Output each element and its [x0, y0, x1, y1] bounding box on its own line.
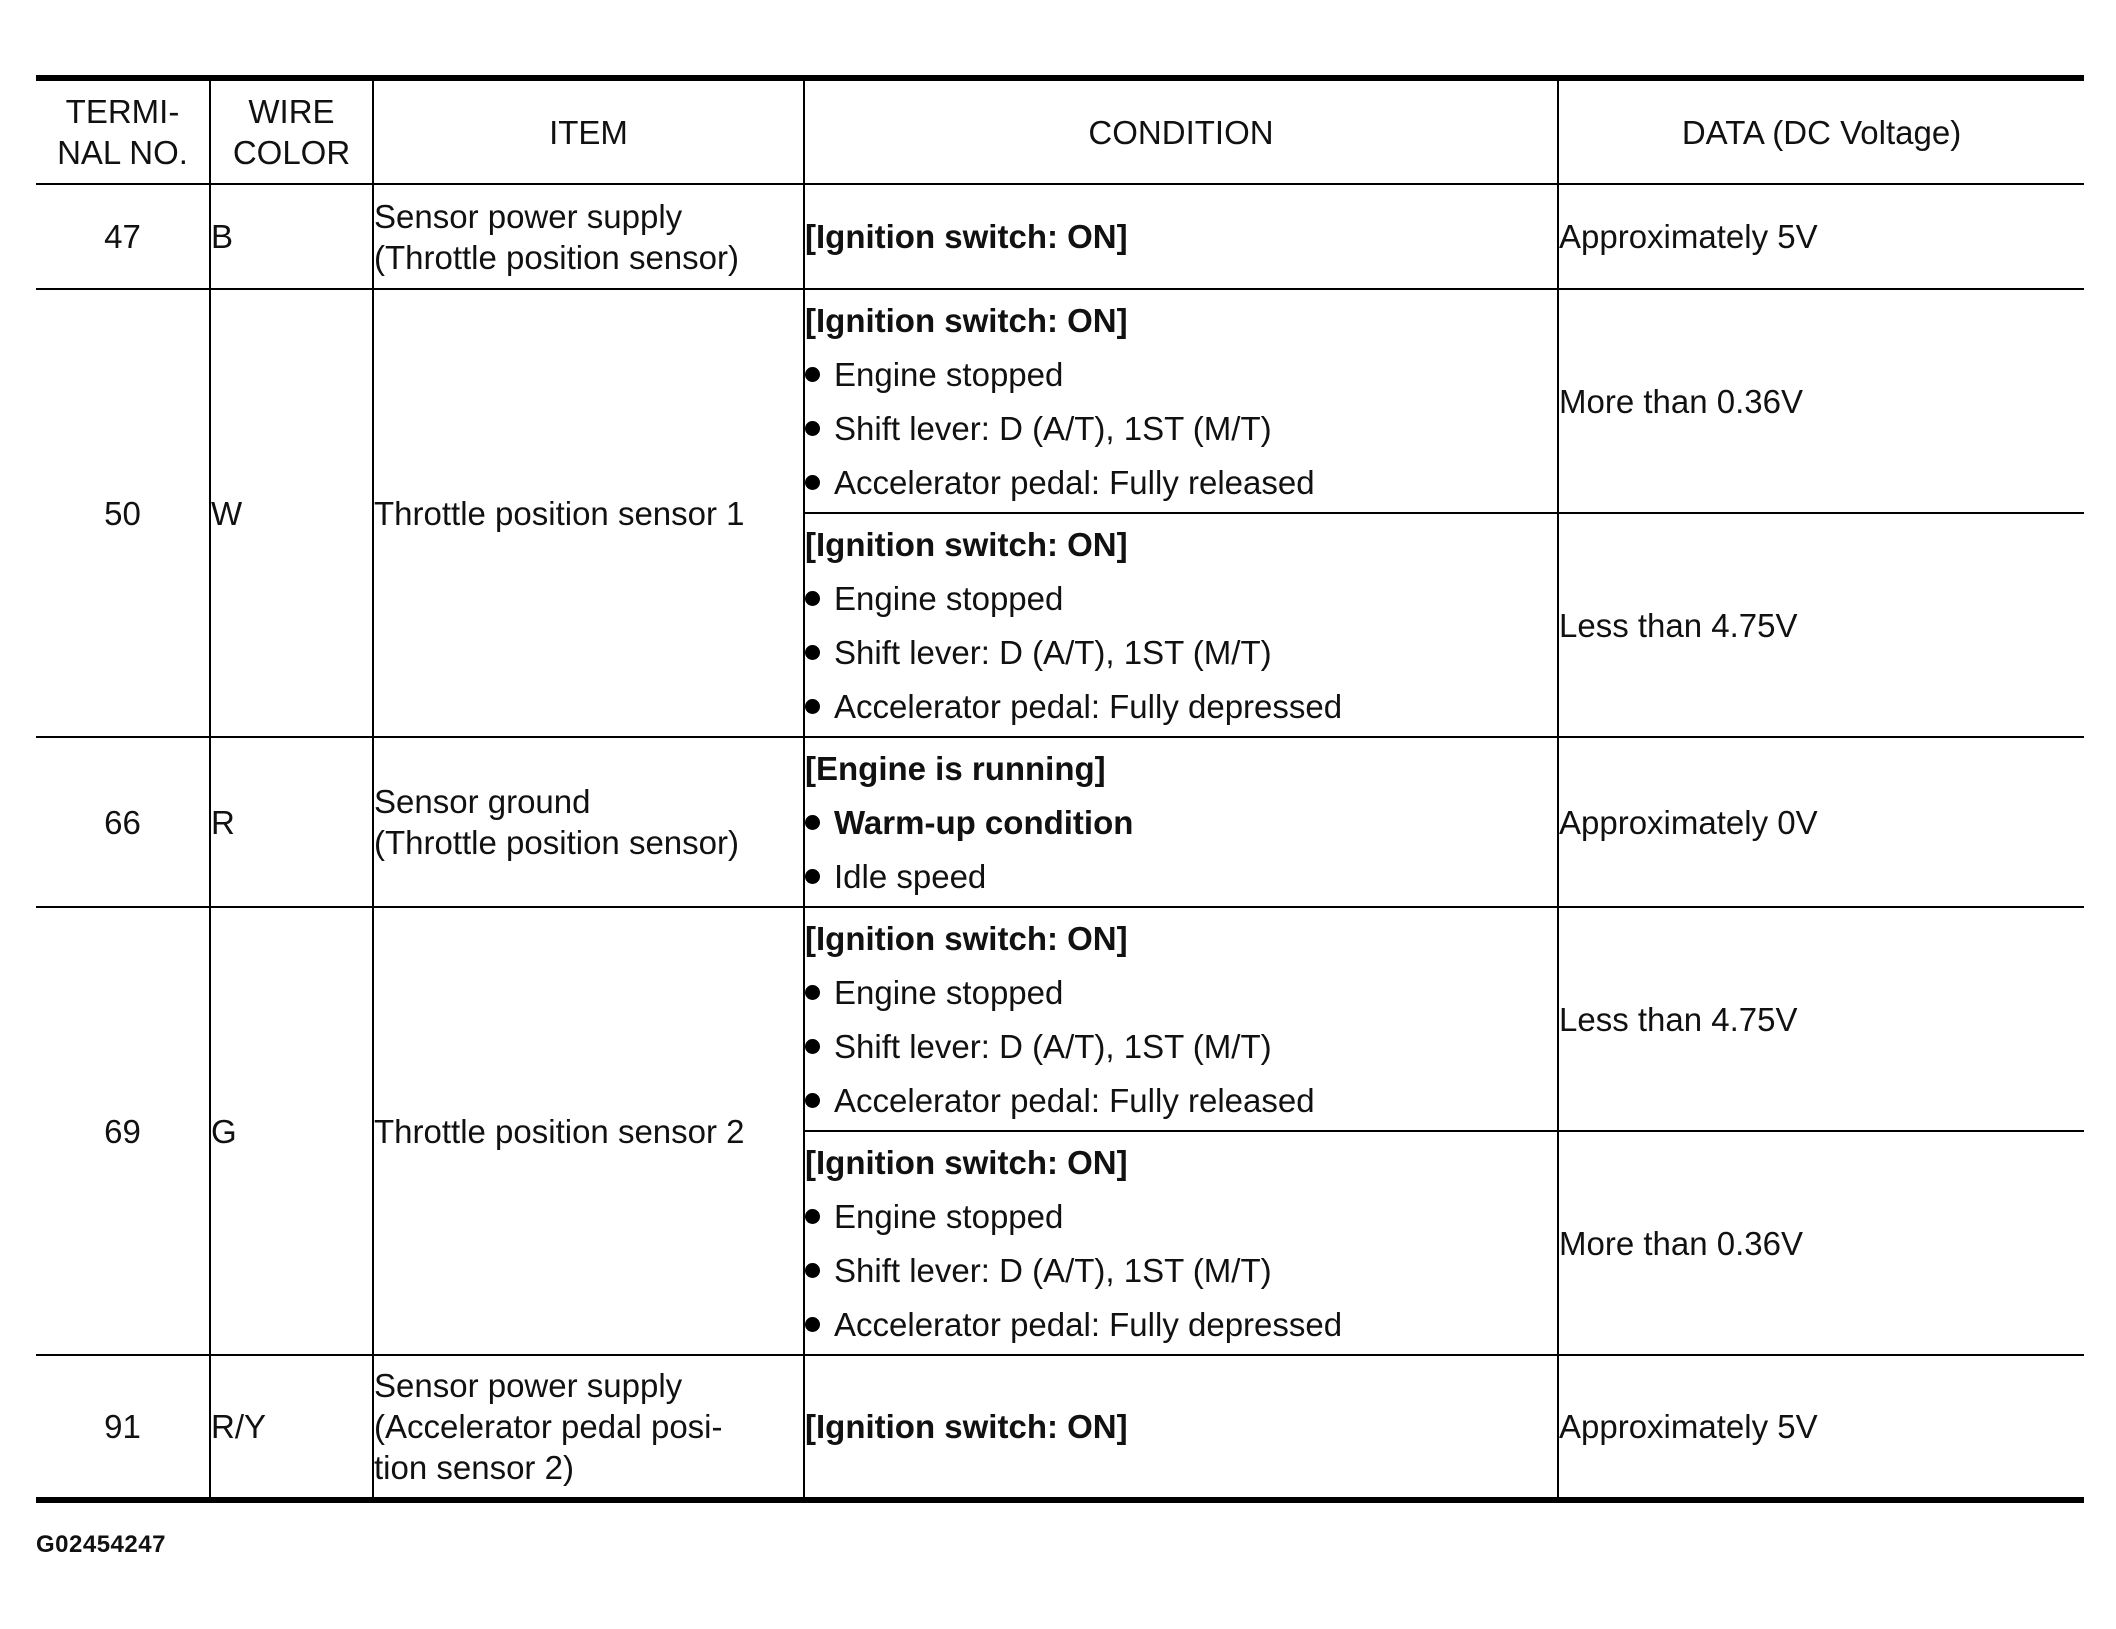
bullet-dot-icon — [805, 1093, 820, 1108]
condition-cell — [804, 737, 1558, 907]
condition-bullet-text: Accelerator pedal: Fully depressed — [834, 687, 1343, 725]
bullet-dot-icon — [805, 1317, 820, 1332]
bullet-dot-icon — [805, 985, 820, 1000]
item-header: ITEM — [373, 78, 804, 184]
condition-bullet-text: Accelerator pedal: Fully depressed — [834, 1305, 1343, 1343]
bullet-dot-icon — [805, 815, 820, 830]
item-cell — [373, 184, 804, 289]
terminal-no-cell: 69 — [36, 907, 210, 1355]
terminal-data-table — [36, 75, 2084, 1503]
condition-bullet — [805, 1196, 1557, 1237]
item-line: (Accelerator pedal posi- — [374, 1408, 723, 1445]
condition-bullet-text: Engine stopped — [834, 355, 1064, 393]
terminal-no-header: TERMI- NAL NO. — [36, 78, 210, 184]
terminal-no-cell: 66 — [36, 737, 210, 907]
item-line: Sensor ground — [374, 783, 591, 820]
bullet-dot-icon — [805, 699, 820, 714]
condition-cell — [804, 1131, 1558, 1355]
item-line: Sensor power supply — [374, 1367, 683, 1404]
condition-cell — [804, 1355, 1558, 1500]
condition-bullet-text: Shift lever: D (A/T), 1ST (M/T) — [834, 633, 1272, 671]
item-line: tion sensor 2) — [374, 1449, 574, 1486]
condition-bullet-text: Engine stopped — [834, 579, 1064, 617]
condition-bullet — [805, 462, 1557, 503]
condition-bullet — [805, 632, 1557, 673]
condition-bullet-text: Accelerator pedal: Fully released — [834, 1081, 1315, 1119]
condition-bullet — [805, 972, 1557, 1013]
table-body — [36, 184, 2084, 1500]
condition-bullet — [805, 802, 1557, 843]
item-cell — [373, 1355, 804, 1500]
condition-bullet-text: Engine stopped — [834, 1197, 1064, 1235]
terminal-no-cell: 47 — [36, 184, 210, 289]
data-cell: More than 0.36V — [1558, 1131, 2084, 1355]
condition-title: [Ignition switch: ON] — [805, 1408, 1128, 1445]
condition-title: [Ignition switch: ON] — [805, 218, 1128, 255]
bullet-dot-icon — [805, 1263, 820, 1278]
condition-bullet-text: Shift lever: D (A/T), 1ST (M/T) — [834, 409, 1272, 447]
data-cell: More than 0.36V — [1558, 289, 2084, 513]
data-header: DATA (DC Voltage) — [1558, 78, 2084, 184]
bullet-dot-icon — [805, 869, 820, 884]
data-cell: Approximately 5V — [1558, 184, 2084, 289]
table-row — [36, 289, 2084, 513]
condition-bullet — [805, 1026, 1557, 1067]
bullet-dot-icon — [805, 1209, 820, 1224]
item-line: (Throttle position sensor) — [374, 238, 739, 276]
wire-color-cell: G — [210, 907, 373, 1355]
terminal-no-cell: 50 — [36, 289, 210, 737]
condition-cell — [804, 289, 1558, 513]
wire-color-header: WIRE COLOR — [210, 78, 373, 184]
condition-bullet — [805, 408, 1557, 449]
wire-color-cell: B — [210, 184, 373, 289]
bullet-dot-icon — [805, 421, 820, 436]
condition-bullet-text: Warm-up condition — [834, 803, 1134, 841]
condition-bullet — [805, 578, 1557, 619]
table-row — [36, 1355, 2084, 1500]
table-row — [36, 907, 2084, 1131]
figure-code: G02454247 — [36, 1531, 166, 1558]
data-cell: Less than 4.75V — [1558, 513, 2084, 737]
condition-bullet-text: Engine stopped — [834, 973, 1064, 1011]
item-line: (Throttle position sensor) — [374, 824, 739, 861]
condition-bullet — [805, 1304, 1557, 1345]
condition-header: CONDITION — [804, 78, 1558, 184]
condition-bullet — [805, 1250, 1557, 1291]
bullet-dot-icon — [805, 591, 820, 606]
bullet-dot-icon — [805, 367, 820, 382]
condition-bullet — [805, 354, 1557, 395]
condition-cell — [804, 513, 1558, 737]
wire-color-cell: R — [210, 737, 373, 907]
terminal-no-cell: 91 — [36, 1355, 210, 1500]
bullet-dot-icon — [805, 645, 820, 660]
item-line: Throttle position sensor 1 — [374, 494, 745, 532]
condition-bullet — [805, 856, 1557, 897]
data-cell: Approximately 5V — [1558, 1355, 2084, 1500]
data-cell: Approximately 0V — [1558, 737, 2084, 907]
item-line: Sensor power supply — [374, 197, 683, 235]
condition-title: [Engine is running] — [805, 749, 1106, 787]
condition-title: [Ignition switch: ON] — [805, 1143, 1128, 1181]
condition-bullet-text: Idle speed — [834, 857, 987, 895]
condition-bullet-text: Accelerator pedal: Fully released — [834, 463, 1315, 501]
condition-cell — [804, 907, 1558, 1131]
wire-color-cell: W — [210, 289, 373, 737]
condition-bullet — [805, 686, 1557, 727]
item-cell — [373, 737, 804, 907]
bullet-dot-icon — [805, 1039, 820, 1054]
table-row — [36, 184, 2084, 289]
item-line: Throttle position sensor 2 — [374, 1112, 745, 1150]
table-row — [36, 737, 2084, 907]
condition-title: [Ignition switch: ON] — [805, 301, 1128, 339]
item-cell — [373, 289, 804, 737]
item-cell — [373, 907, 804, 1355]
wire-color-cell: R/Y — [210, 1355, 373, 1500]
condition-title: [Ignition switch: ON] — [805, 525, 1128, 563]
condition-bullet-text: Shift lever: D (A/T), 1ST (M/T) — [834, 1251, 1272, 1289]
condition-bullet-text: Shift lever: D (A/T), 1ST (M/T) — [834, 1027, 1272, 1065]
data-cell: Less than 4.75V — [1558, 907, 2084, 1131]
bullet-dot-icon — [805, 475, 820, 490]
condition-title: [Ignition switch: ON] — [805, 919, 1128, 957]
condition-bullet — [805, 1080, 1557, 1121]
condition-cell — [804, 184, 1558, 289]
header-row — [36, 78, 2084, 184]
